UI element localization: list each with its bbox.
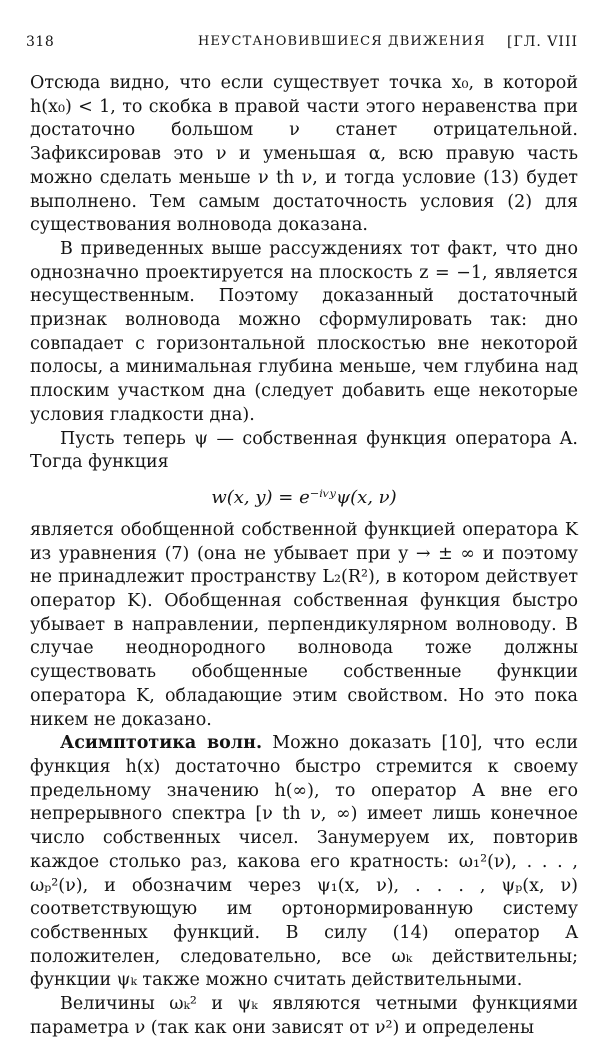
chapter-label: [ГЛ. VIII	[506, 34, 578, 50]
paragraph-2: В приведенных выше рассуждениях тот факт, что дно однозначно проектируется на плоскость z = −1, является несущественным. Поэтому доказанный достаточный признак волновода можно сформулировать так: дно совпадает с горизонтальной плоскостью вне некоторой полосы, а минимальная глубина меньше, чем глубина над плоским участком дна (следует добавить еще некоторые условия гладкости дна).	[30, 238, 578, 425]
paragraph-6: Величины ωₖ² и ψₖ являются четными функциями параметра ν (так как они зависят от ν²) и определены	[30, 994, 578, 1038]
body-text	[30, 72, 578, 1040]
running-head	[26, 34, 578, 58]
paragraph-1: Отсюда видно, что если существует точка x₀, в которой h(x₀) < 1, то скобка в правой части этого неравенства при достаточно большом ν станет отрицательной. Зафиксировав это ν и уменьшая α, всю правую часть можно сделать меньше ν th ν, и тогда условие (13) будет выполнено. Тем самым достаточность условия (2) для существования волновода доказана.	[30, 73, 578, 236]
paragraph-4: является обобщенной собственной функцией оператора K из уравнения (7) (она не убывает при y → ± ∞ и поэтому не принадлежит пространству L₂(R²), в котором действует оператор K). Обобщенная собственная функция быстро убывает в направлении, перпендикулярном волноводу. В случае неоднородного волновода тоже должны существовать обобщенные собственные функции оператора K, обладающие этим свойством. Но это пока никем не доказано.	[30, 519, 578, 730]
section-heading: Асимптотика волн.	[60, 733, 263, 754]
paragraph-5	[30, 732, 578, 993]
paragraph-3: Пусть теперь ψ — собственная функция оператора A. Тогда функция	[30, 428, 578, 473]
page-number: 318	[26, 34, 55, 50]
paragraph-5-text: Можно доказать [10], что если функция h(x) достаточно быстро стремится к своему предельному значению h(∞), то оператор A вне его непрерывного спектра [ν th ν, ∞) имеет лишь конечное число собственных чисел. Занумеруем их, повторив каждое столько раз, какова его кратность: ω₁²(ν), . . . , ωₚ²(ν), и обозначим через ψ₁(x, ν), . . . , ψₚ(x, ν) соответствующую им ортонормированную систему собственных функций. В силу (14) оператор A положителен, следовательно, все ωₖ действительны; функции ψₖ также можно считать действительными.	[30, 733, 578, 991]
formula-w: w(x, y) = e⁻ⁱᵛʸψ(x, ν)	[211, 486, 397, 508]
running-title: НЕУСТАНОВИВШИЕСЯ ДВИЖЕНИЯ	[198, 34, 486, 49]
